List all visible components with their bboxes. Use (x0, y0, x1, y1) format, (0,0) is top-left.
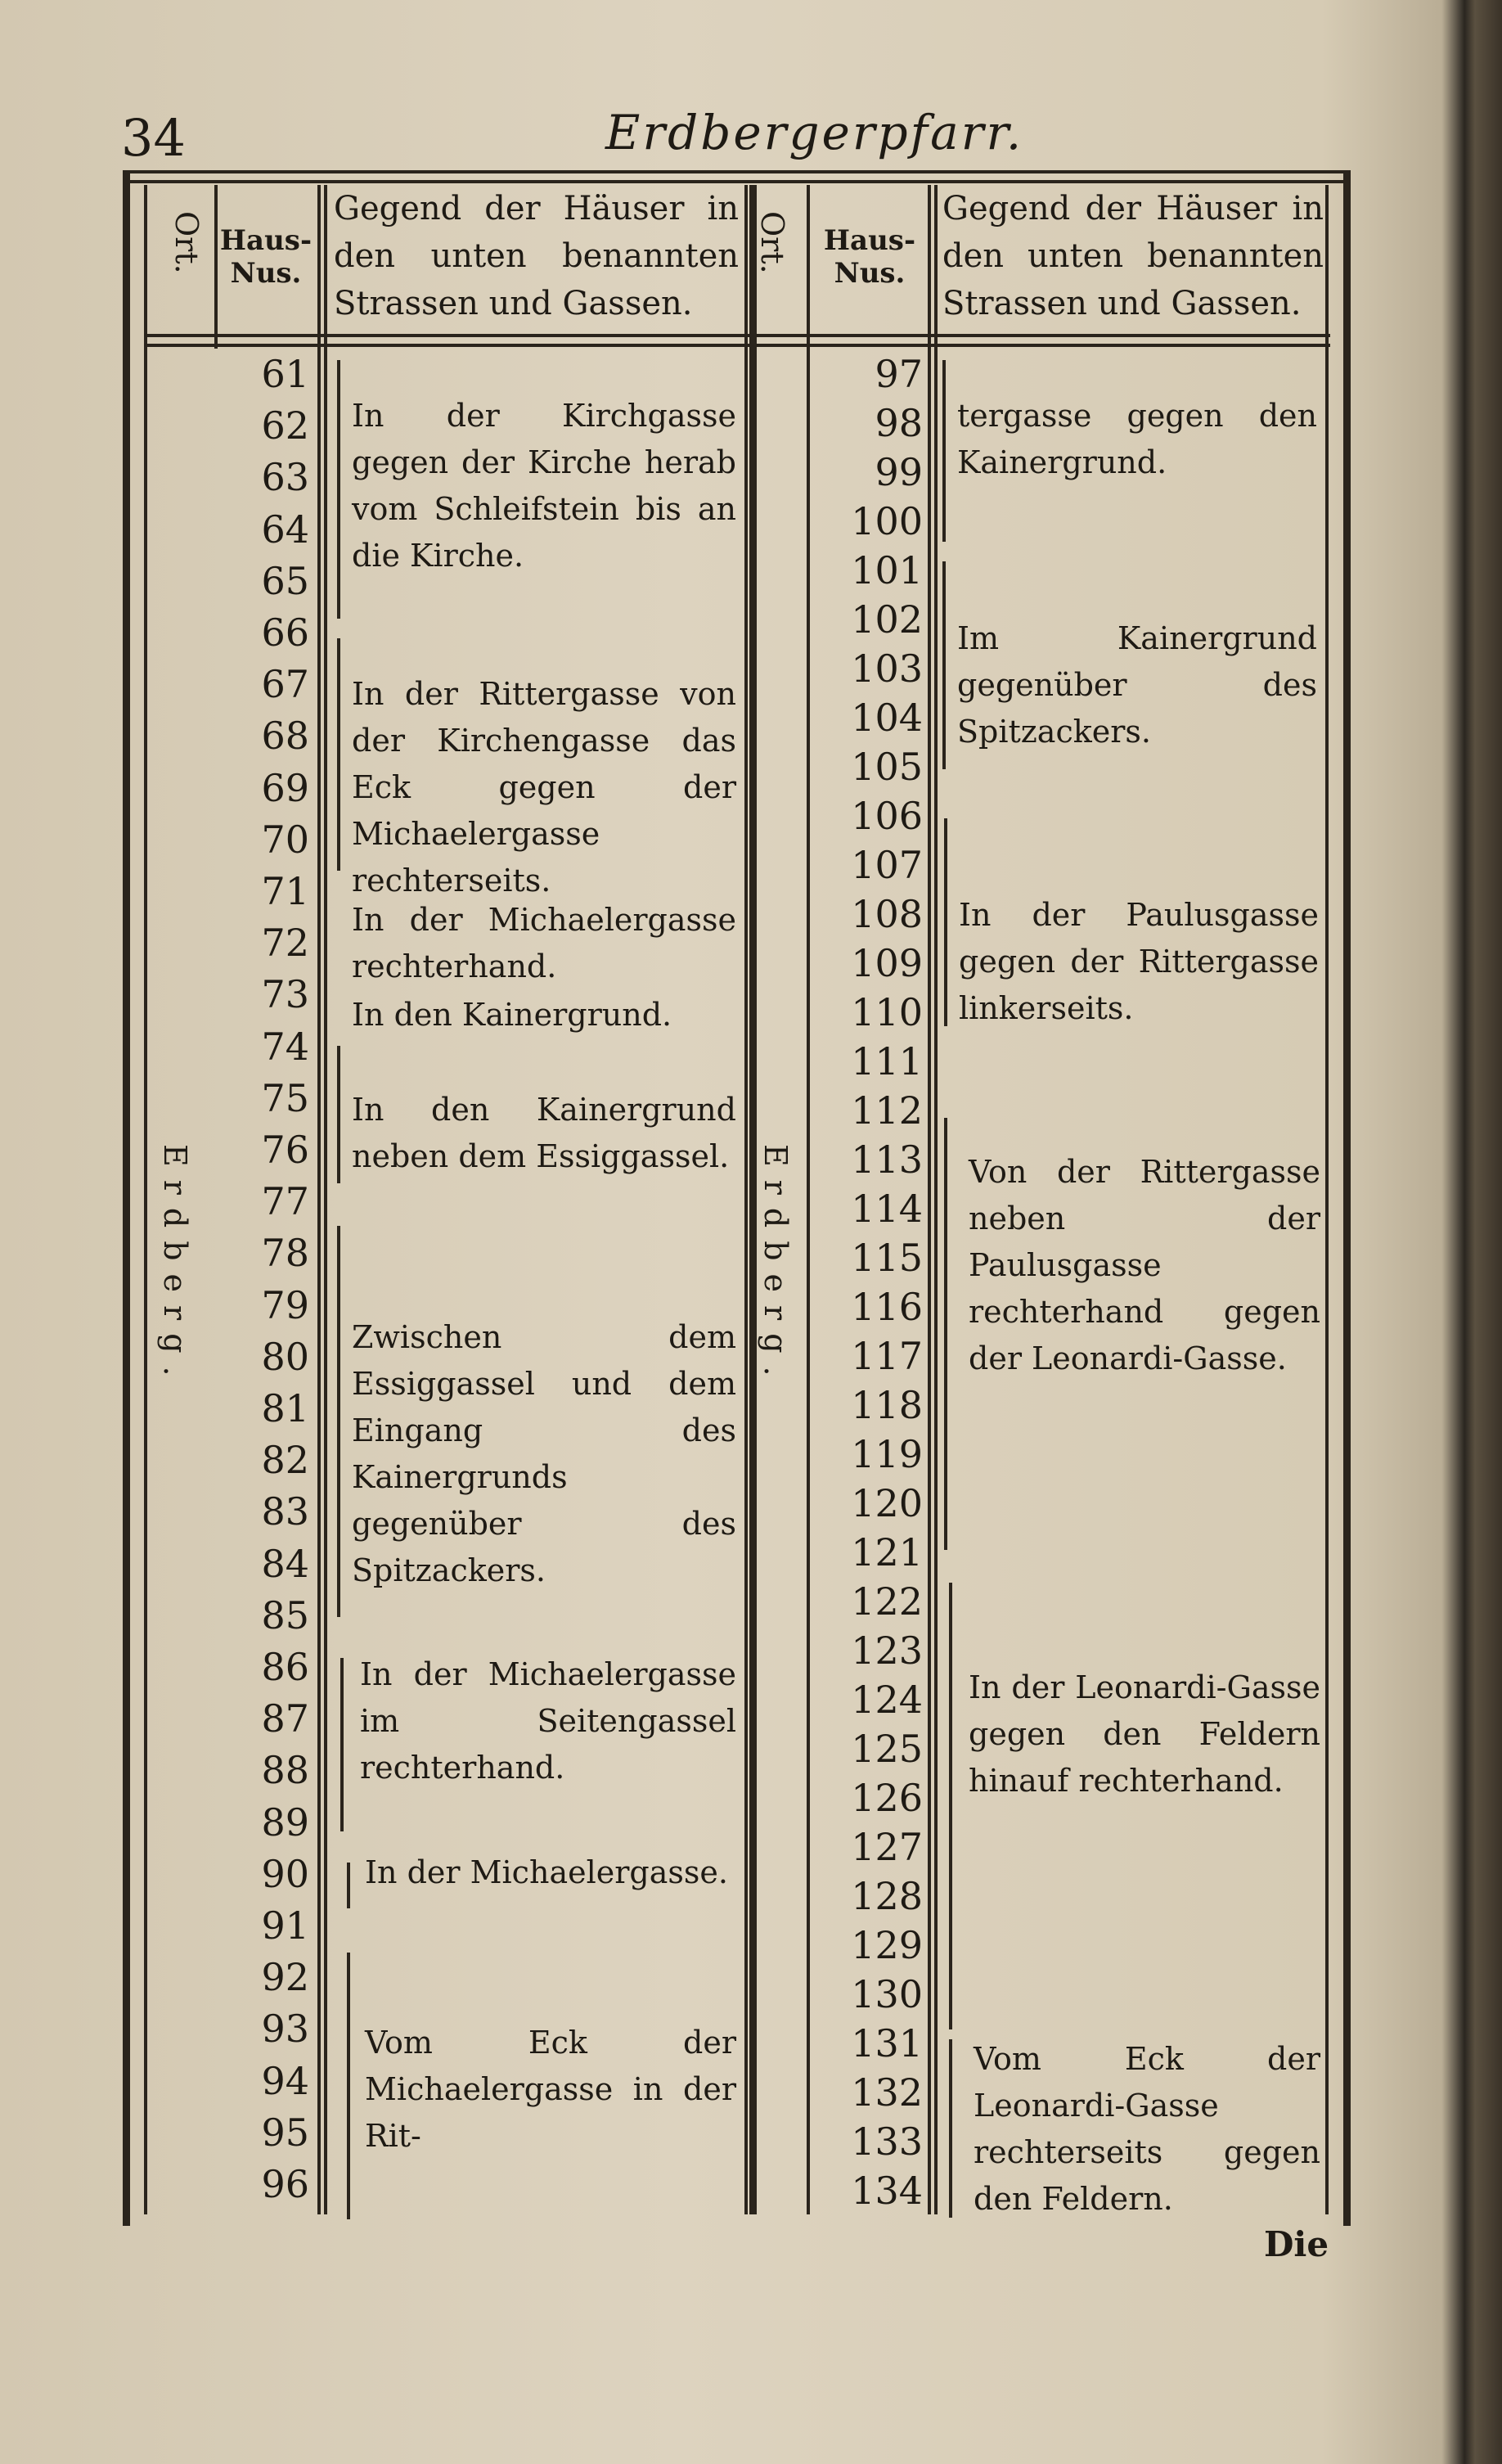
house-number: 104 (851, 696, 923, 740)
house-number: 101 (851, 548, 923, 592)
house-number: 107 (851, 843, 923, 887)
brace (944, 1118, 960, 1550)
house-number: 93 (261, 2007, 309, 2052)
house-number: 112 (851, 1088, 923, 1133)
house-number: 127 (851, 1825, 923, 1869)
house-number: 103 (851, 646, 923, 691)
house-number: 65 (261, 558, 309, 603)
house-number: 118 (851, 1383, 923, 1427)
house-number: 95 (261, 2110, 309, 2155)
house-number: 109 (851, 941, 923, 985)
left-entry-3: In der Michaelergasse rechterhand. (352, 902, 736, 984)
rule-nums-right-2 (934, 185, 938, 2214)
house-number: 68 (261, 714, 309, 759)
brace (949, 1583, 965, 2029)
header-gegend-right: Gegend der Häuser in den unten benannten Strassen und Gassen. (942, 190, 1324, 322)
house-number: 73 (261, 972, 309, 1017)
house-number: 110 (851, 990, 923, 1034)
house-number: 80 (261, 1334, 309, 1379)
brace (337, 638, 353, 871)
house-number: 64 (261, 507, 309, 552)
house-number: 91 (261, 1903, 309, 1948)
house-number: 75 (261, 1075, 309, 1120)
brace (942, 360, 959, 542)
house-number: 78 (261, 1231, 309, 1276)
header-haus-nus-right: Haus- Nus. (823, 224, 916, 290)
house-number: 77 (261, 1179, 309, 1224)
house-number: 108 (851, 892, 923, 936)
rule-mid-left (744, 185, 748, 2214)
house-number: 74 (261, 1024, 309, 1069)
house-number: 117 (851, 1334, 923, 1378)
house-number: 66 (261, 610, 309, 655)
house-number: 123 (851, 1628, 923, 1673)
house-number: 87 (261, 1696, 309, 1741)
rule-top (123, 170, 1350, 173)
house-number: 61 (261, 352, 309, 396)
house-number: 131 (851, 2021, 923, 2065)
house-number: 102 (851, 597, 923, 642)
rule-header-bottom-2 (144, 344, 1330, 347)
house-number: 113 (851, 1137, 923, 1182)
house-number: 134 (851, 2169, 923, 2213)
house-number: 126 (851, 1776, 923, 1820)
house-number: 99 (875, 450, 923, 494)
house-number: 72 (261, 921, 309, 966)
header-gegend-left: Gegend der Häuser in den unten benannten Strassen und Gassen. (334, 190, 739, 322)
right-entry-2: Im Kainergrund gegenüber des Spitzackers. (957, 620, 1317, 750)
house-number: 105 (851, 745, 923, 789)
house-number: 116 (851, 1285, 923, 1329)
house-number: 98 (875, 401, 923, 445)
catchword: Die (1264, 2224, 1329, 2264)
brace (337, 1226, 353, 1617)
house-number: 88 (261, 1748, 309, 1793)
brace (340, 1658, 357, 1831)
left-entry-8: In der Michaelergasse. (365, 1854, 728, 1890)
left-entry-4: In den Kainergrund. (352, 997, 672, 1033)
left-entry-2: In der Rittergasse von der Kirchengasse das Eck gegen der Michaelergasse rechterseits. (352, 676, 736, 899)
brace (337, 360, 353, 619)
house-number: 122 (851, 1579, 923, 1624)
left-entry-5: In den Kainergrund neben dem Essiggassel. (352, 1092, 736, 1174)
house-number: 125 (851, 1727, 923, 1771)
right-entry-1: tergasse gegen den Kainergrund. (957, 398, 1317, 480)
house-number: 129 (851, 1923, 923, 1967)
right-entry-6: Vom Eck der Leonardi-Gasse rechterseits gegen den Feldern. (974, 2041, 1320, 2217)
house-number: 100 (851, 499, 923, 543)
header-haus-nus-left: Haus- Nus. (219, 224, 313, 290)
house-number: 121 (851, 1530, 923, 1574)
house-number: 76 (261, 1128, 309, 1172)
right-entry-4: Von der Rittergasse neben der Paulusgasse rechterhand gegen der Leonardi-Gasse. (969, 1154, 1320, 1376)
house-number: 63 (261, 455, 309, 500)
header-ort-left: Ort. (169, 211, 205, 274)
house-number: 70 (261, 817, 309, 862)
brace (337, 1046, 353, 1183)
house-number: 130 (851, 1972, 923, 2016)
left-entry-9: Vom Eck der Michaelergasse in der Rit- (365, 2025, 736, 2154)
brace (949, 2039, 965, 2218)
house-number: 128 (851, 1874, 923, 1918)
house-number: 71 (261, 869, 309, 913)
house-number: 96 (261, 2162, 309, 2206)
right-entry-5: In der Leonardi-Gasse gegen den Feldern hinauf rechterhand. (969, 1669, 1320, 1799)
rule-inner-right (1325, 185, 1329, 2214)
house-number: 132 (851, 2070, 923, 2115)
house-number: 115 (851, 1236, 923, 1280)
header-ort-right: Ort. (754, 211, 790, 274)
house-number: 82 (261, 1438, 309, 1483)
house-number: 114 (851, 1187, 923, 1231)
house-number: 94 (261, 2058, 309, 2103)
house-number: 67 (261, 662, 309, 707)
left-entry-1: In der Kirchgasse gegen der Kirche herab vom Schleifstein bis an die Kirche. (352, 398, 736, 574)
house-number: 69 (261, 765, 309, 810)
rule-nums-right (928, 185, 931, 2214)
house-number: 92 (261, 1955, 309, 2000)
table-frame (123, 170, 1350, 2226)
left-entry-7: In der Michaelergasse im Seitengassel rechterhand. (360, 1656, 736, 1786)
house-number: 81 (261, 1386, 309, 1430)
brace (942, 561, 959, 769)
rule-inner-left (144, 185, 147, 2214)
house-number: 133 (851, 2119, 923, 2164)
house-number: 119 (851, 1432, 923, 1476)
house-number: 85 (261, 1592, 309, 1637)
house-number: 62 (261, 403, 309, 448)
page-number: 34 (121, 108, 186, 168)
house-number: 79 (261, 1282, 309, 1327)
house-number: 120 (851, 1481, 923, 1525)
rule-top-2 (123, 180, 1350, 183)
rule-header-bottom (144, 334, 1330, 337)
right-entry-3: In der Paulusgasse gegen der Rittergasse linkerseits. (959, 897, 1319, 1026)
rule-mid (749, 185, 757, 2214)
side-label-left: Erdberg. (157, 1144, 193, 1390)
house-number: 86 (261, 1645, 309, 1689)
rule-nums-left (317, 185, 321, 2214)
brace (347, 1863, 363, 1908)
rule-mid-right (807, 185, 810, 2214)
rule-outer-left (123, 170, 130, 2226)
house-number: 83 (261, 1489, 309, 1534)
house-number: 106 (851, 794, 923, 838)
brace (944, 818, 960, 1026)
house-number: 90 (261, 1851, 309, 1896)
brace (347, 1953, 363, 2219)
rule-nums-left-2 (324, 185, 327, 2214)
house-number: 89 (261, 1800, 309, 1845)
left-entry-6: Zwischen dem Essiggassel und dem Eingang des Kainergrunds gegenüber des Spitzackers. (352, 1319, 736, 1588)
house-number: 97 (875, 352, 923, 396)
house-number: 111 (851, 1039, 923, 1083)
side-label-right: Erdberg. (758, 1144, 794, 1390)
house-number: 84 (261, 1541, 309, 1586)
running-head: Erdbergerpfarr. (605, 105, 1024, 160)
rule-outer-right (1343, 170, 1351, 2226)
house-number: 124 (851, 1678, 923, 1722)
